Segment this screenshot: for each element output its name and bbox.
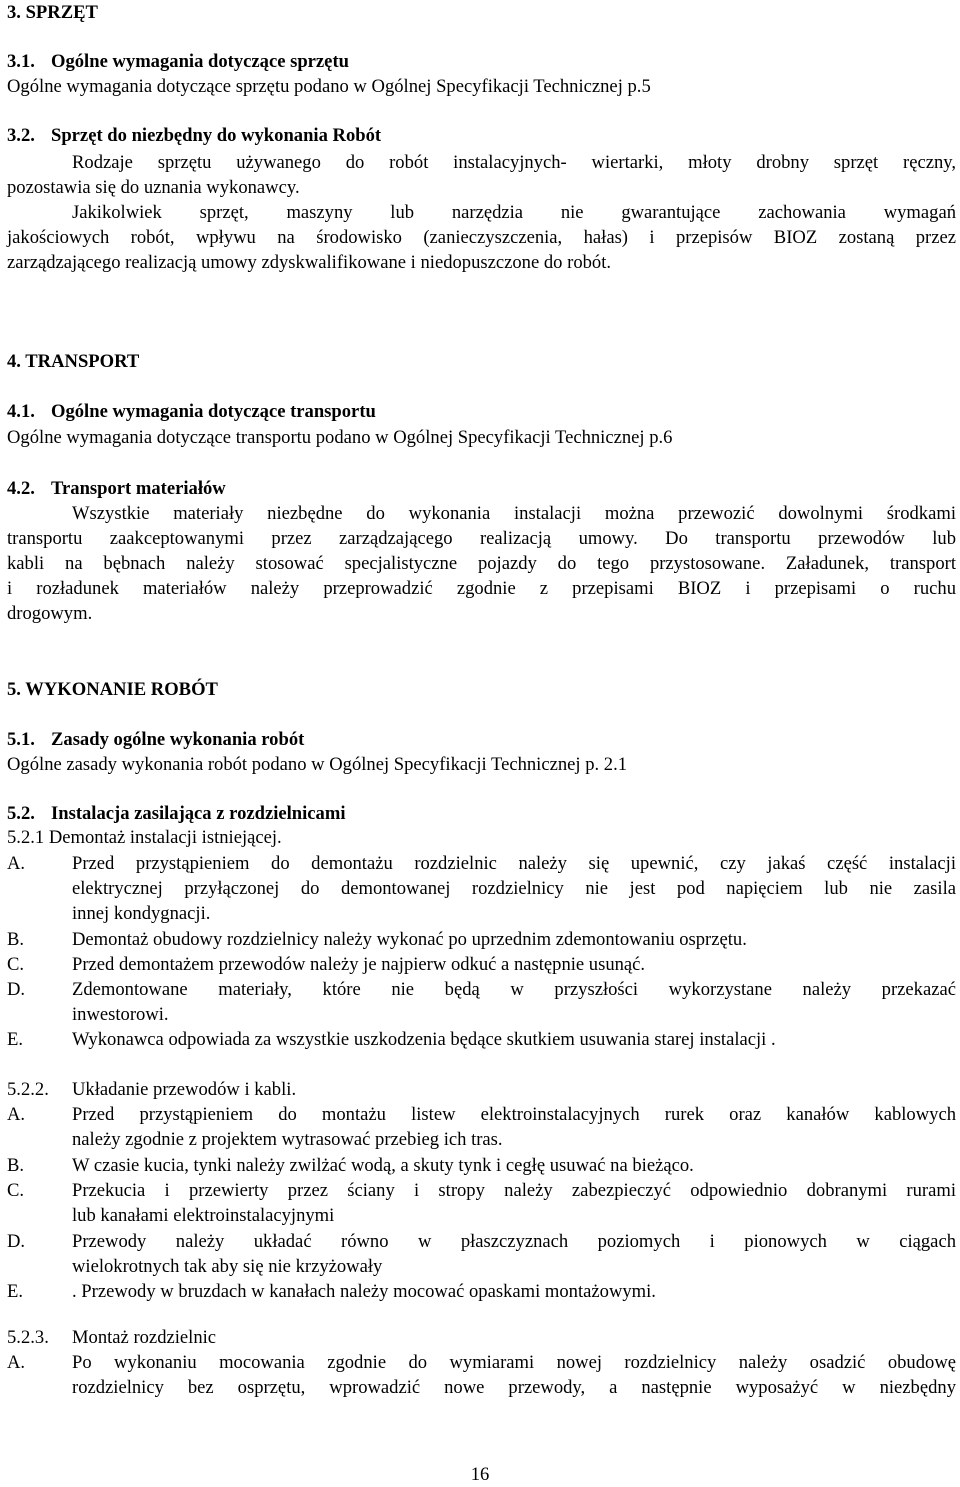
list-label: D. bbox=[7, 1231, 26, 1252]
list-label: C. bbox=[7, 954, 25, 975]
subsection-title: Sprzęt do niezbędny do wykonania Robót bbox=[51, 125, 382, 146]
paragraph-line: drogowym. bbox=[7, 603, 93, 624]
paragraph-line: Rodzaje sprzętu używanego do robót instalacyjnych- wiertarki, młoty drobny sprzęt ręczny, bbox=[72, 152, 956, 173]
list-item-line: Wykonawca odpowiada za wszystkie uszkodzenia będące skutkiem usuwania starej instalacji . bbox=[72, 1029, 776, 1050]
list-label: A. bbox=[7, 1352, 26, 1373]
paragraph-line: jakościowych robót, wpływu na środowisko (zanieczyszczenia, hałas) i przepisów BIOZ zostaną przez bbox=[7, 227, 956, 248]
list-item-line: W czasie kucia, tynki należy zwilżać wodą, a skuty tynk i cegłę usuwać na bieżąco. bbox=[72, 1155, 694, 1176]
paragraph-line: Ogólne wymagania dotyczące transportu podano w Ogólnej Specyfikacji Technicznej p.6 bbox=[7, 427, 673, 448]
sub-subsection-heading bbox=[7, 1325, 956, 1350]
sub-subsection-number: 5.2.3. bbox=[7, 1327, 49, 1348]
list-label: C. bbox=[7, 1180, 25, 1201]
subsection-heading bbox=[7, 801, 956, 826]
subsection-title: Ogólne wymagania dotyczące sprzętu bbox=[51, 51, 349, 72]
paragraph-line: Wszystkie materiały niezbędne do wykonania instalacji można przewozić dowolnymi środkami bbox=[72, 503, 956, 524]
list-item-line: elektrycznej przyłączonej do demontowanej rozdzielnicy nie jest pod napięciem lub nie zasila bbox=[72, 878, 956, 899]
list-item-line: Demontaż obudowy rozdzielnicy należy wykonać po uprzednim zdemontowaniu osprzętu. bbox=[72, 929, 747, 950]
list-item-line: Przed przystąpieniem do montażu listew elektroinstalacyjnych rurek oraz kanałów kablowych bbox=[72, 1104, 956, 1125]
paragraph-line: pozostawia się do uznania wykonawcy. bbox=[7, 177, 300, 198]
sub-subsection-title: Montaż rozdzielnic bbox=[72, 1327, 217, 1348]
paragraph-line: zarządzającego realizacją umowy zdyskwalifikowane i niedopuszczone do robót. bbox=[7, 252, 612, 273]
paragraph-line: kabli na bębnach należy stosować specjalistyczne pojazdy do tego przystosowane. Załadunek, transport bbox=[7, 553, 956, 574]
list-item-line: . Przewody w bruzdach w kanałach należy mocować opaskami montażowymi. bbox=[72, 1281, 656, 1302]
section-heading: 3. SPRZĘT bbox=[7, 2, 98, 23]
subsection-number: 4.1. bbox=[7, 401, 35, 422]
list-item-line: należy zgodnie z projektem wytrasować przebieg ich tras. bbox=[72, 1129, 503, 1150]
subsection-heading bbox=[7, 123, 956, 148]
page-number: 16 bbox=[470, 1464, 490, 1485]
list-item-line: lub kanałami elektroinstalacyjnymi bbox=[72, 1205, 335, 1226]
subsection-heading bbox=[7, 399, 956, 424]
list-item-line: Przewody należy układać równo w płaszczyznach poziomych i pionowych w ciągach bbox=[72, 1231, 956, 1252]
list-label: E. bbox=[7, 1281, 24, 1302]
section-heading: 5. WYKONANIE ROBÓT bbox=[7, 679, 218, 700]
list-item-line: wielokrotnych tak aby się nie krzyżowały bbox=[72, 1256, 383, 1277]
sub-subsection-heading bbox=[7, 1077, 956, 1102]
section-heading: 4. TRANSPORT bbox=[7, 351, 140, 372]
paragraph-line: transportu zaakceptowanymi przez zarządzającego realizacją umowy. Do transportu przewodów lub bbox=[7, 528, 956, 549]
list-item-line: Zdemontowane materiały, które nie będą w przyszłości wykorzystane należy przekazać bbox=[72, 979, 956, 1000]
subsection-number: 4.2. bbox=[7, 478, 35, 499]
sub-subsection-title: 5.2.1 Demontaż instalacji istniejącej. bbox=[7, 827, 282, 848]
subsection-heading bbox=[7, 727, 956, 752]
list-label: B. bbox=[7, 1155, 25, 1176]
list-item-line: Po wykonaniu mocowania zgodnie do wymiarami nowej rozdzielnicy należy osadzić obudowę bbox=[72, 1352, 956, 1373]
subsection-number: 3.2. bbox=[7, 125, 35, 146]
list-item-line: rozdzielnicy bez osprzętu, wprowadzić nowe przewody, a następnie wyposażyć w niezbędny bbox=[72, 1377, 956, 1398]
paragraph-line: Jakikolwiek sprzęt, maszyny lub narzędzia nie gwarantujące zachowania wymagań bbox=[72, 202, 956, 223]
list-item-line: Przed przystąpieniem do demontażu rozdzielnic należy się upewnić, czy jakaś część instalacji bbox=[72, 853, 956, 874]
subsection-number: 5.1. bbox=[7, 729, 35, 750]
subsection-title: Zasady ogólne wykonania robót bbox=[51, 729, 305, 750]
sub-subsection-title: Układanie przewodów i kabli. bbox=[72, 1079, 297, 1100]
subsection-number: 3.1. bbox=[7, 51, 35, 72]
list-label: A. bbox=[7, 1104, 26, 1125]
list-label: D. bbox=[7, 979, 26, 1000]
subsection-heading bbox=[7, 476, 956, 501]
list-item-line: innej kondygnacji. bbox=[72, 903, 211, 924]
subsection-title: Ogólne wymagania dotyczące transportu bbox=[51, 401, 376, 422]
paragraph-line: Ogólne zasady wykonania robót podano w Ogólnej Specyfikacji Technicznej p. 2.1 bbox=[7, 754, 628, 775]
subsection-number: 5.2. bbox=[7, 803, 35, 824]
paragraph-line: i rozładunek materiałów należy przeprowadzić zgodnie z przepisami BIOZ i przepisami o ruchu bbox=[7, 578, 956, 599]
list-item-line: Przed demontażem przewodów należy je najpierw odkuć a następnie usunąć. bbox=[72, 954, 646, 975]
subsection-title: Transport materiałów bbox=[51, 478, 226, 499]
list-label: B. bbox=[7, 929, 25, 950]
paragraph-line: Ogólne wymagania dotyczące sprzętu podano w Ogólnej Specyfikacji Technicznej p.5 bbox=[7, 76, 651, 97]
list-item-line: Przekucia i przewierty przez ściany i stropy należy zabezpieczyć odpowiednio dobranymi rurami bbox=[72, 1180, 956, 1201]
subsection-heading bbox=[7, 49, 956, 74]
list-item-line: inwestorowi. bbox=[72, 1004, 169, 1025]
list-label: A. bbox=[7, 853, 26, 874]
list-label: E. bbox=[7, 1029, 24, 1050]
subsection-title: Instalacja zasilająca z rozdzielnicami bbox=[51, 803, 346, 824]
sub-subsection-number: 5.2.2. bbox=[7, 1079, 49, 1100]
